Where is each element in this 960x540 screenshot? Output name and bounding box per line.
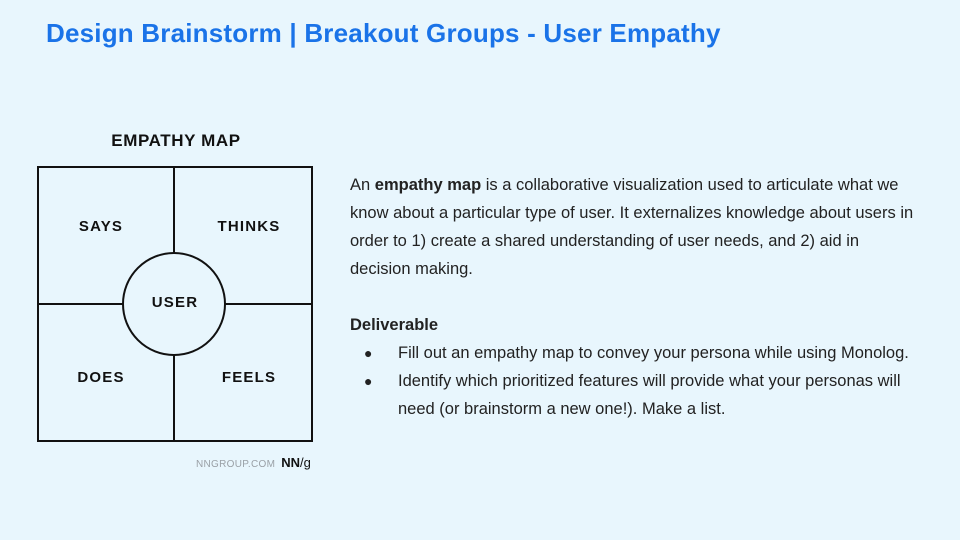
source-credit: [196, 455, 311, 470]
description-panel: [350, 171, 920, 423]
bullet-icon: ●: [364, 373, 373, 389]
logo-nn: NN: [281, 455, 301, 470]
intro-prefix: An: [350, 176, 375, 194]
intro-term: empathy map: [374, 176, 482, 194]
bullet-text: Identify which prioritized features will provide what your personas will need (or brainstorm a new one!). Make a list.: [398, 372, 901, 418]
quadrant-does-label: DOES: [77, 369, 125, 386]
quadrant-thinks-label: THINKS: [217, 218, 281, 235]
source-url-text: NNGROUP.COM: [196, 459, 276, 470]
empathy-map-heading: EMPATHY MAP: [111, 131, 241, 150]
slide-title: Design Brainstorm | Breakout Groups - User Empathy: [46, 18, 721, 48]
empathy-map-diagram: [37, 166, 313, 442]
deliverable-list: [350, 339, 920, 423]
deliverable-heading: Deliverable: [350, 316, 439, 334]
list-item: [350, 339, 920, 367]
bullet-text: Fill out an empathy map to convey your persona while using Monolog.: [398, 344, 909, 362]
intro-text: is a collaborative visualization used to articulate what we know about a particular type of user. It externalizes knowledge about users in order to 1) create a shared understanding of user needs, and 2) aid in decision making.: [350, 176, 914, 278]
intro-paragraph: [350, 171, 920, 283]
quadrant-feels-label: FEELS: [221, 369, 277, 386]
logo-g: /g: [300, 455, 311, 470]
list-item: [350, 367, 920, 423]
nngroup-logo: [281, 455, 311, 470]
bullet-icon: ●: [364, 345, 373, 361]
center-user-label: USER: [151, 294, 199, 311]
quadrant-says-label: SAYS: [78, 218, 124, 235]
